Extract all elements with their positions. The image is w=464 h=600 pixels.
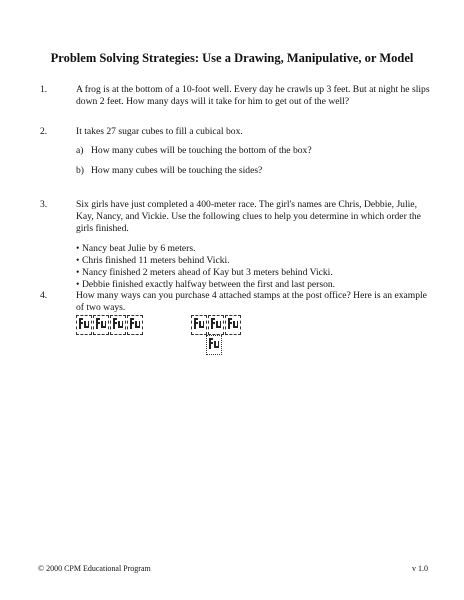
stamp-icon — [191, 315, 207, 335]
subquestion-b — [76, 165, 430, 177]
stamp-icon — [76, 315, 92, 335]
clue-item: • Debbie finished exactly halfway between the first and last person. — [76, 279, 336, 290]
subquestion-text: How many cubes will be touching the sides? — [91, 165, 263, 176]
stamp-strip-example-2 — [191, 315, 242, 355]
clue-item: • Chris finished 11 meters behind Vicki. — [76, 255, 230, 266]
stamp-icon — [208, 315, 224, 335]
subquestion-label: b) — [76, 165, 84, 176]
subquestion-label: a) — [76, 145, 84, 156]
problem-number: 3. — [40, 199, 48, 210]
subquestion-text: How many cubes will be touching the bottom of the box? — [91, 145, 312, 156]
problem-text: How many ways can you purchase 4 attached stamps at the post office? Here is an example of two ways. — [76, 290, 427, 313]
clue-list — [76, 243, 430, 291]
stamp-icon — [206, 335, 222, 355]
problem-2 — [40, 126, 430, 177]
problem-text: A frog is at the bottom of a 10-foot well. Every day he crawls up 3 feet. But at night he slips down 2 feet. How many days will it take for him to get out of the well? — [76, 84, 430, 107]
subquestion-a — [76, 145, 430, 157]
clue-item: • Nancy finished 2 meters ahead of Kay but 3 meters behind Vicki. — [76, 267, 333, 278]
page-title: Problem Solving Strategies: Use a Drawing, Manipulative, or Model — [50, 51, 414, 65]
clue-item: • Nancy beat Julie by 6 meters. — [76, 243, 196, 254]
stamp-icon — [225, 315, 241, 335]
problem-number: 4. — [40, 290, 48, 301]
footer-copyright: © 2000 CPM Educational Program — [38, 564, 151, 573]
stamp-icon — [127, 315, 143, 335]
problem-number: 1. — [40, 84, 48, 95]
problem-1 — [40, 84, 430, 108]
footer-version: v 1.0 — [412, 564, 428, 573]
stamp-icon — [93, 315, 109, 335]
problem-3 — [40, 199, 430, 291]
problem-text: Six girls have just completed a 400-meter race. The girl's names are Chris, Debbie, Julie, Kay, Nancy, and Vickie. Use the following clues to help you determine in which order the girls finished. — [76, 199, 421, 234]
problem-text: It takes 27 sugar cubes to fill a cubical box. — [76, 126, 243, 137]
stamp-strip-example-1 — [76, 315, 144, 337]
problem-number: 2. — [40, 126, 48, 137]
stamp-icon — [110, 315, 126, 335]
problem-4 — [40, 290, 430, 314]
